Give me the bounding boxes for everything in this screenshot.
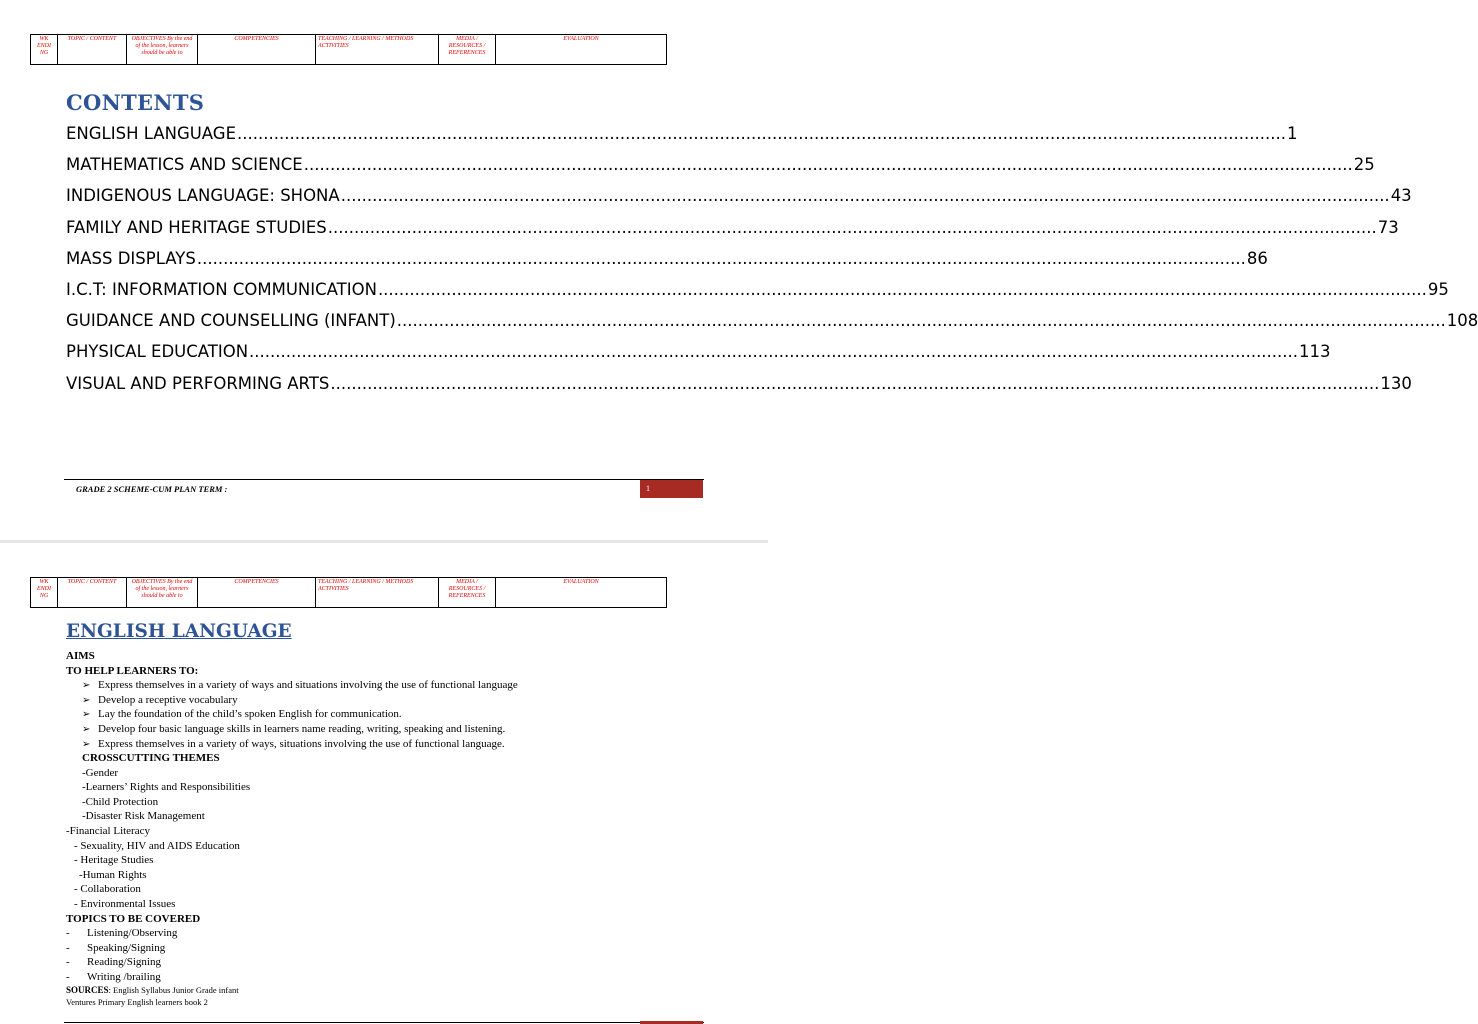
toc-entry[interactable]: [66, 180, 1412, 211]
list-item: [66, 926, 177, 941]
toc-entry[interactable]: [66, 118, 1298, 149]
toc-entry-page: 95: [1427, 279, 1449, 299]
footer-text: GRADE 2 SCHEME-CUM PLAN TERM :: [76, 484, 228, 494]
crosscutting-heading: CROSSCUTTING THEMES: [82, 752, 220, 764]
sources-block: [66, 984, 239, 1008]
topic-text: Speaking/Signing: [87, 941, 166, 954]
themes-list: [66, 766, 250, 912]
aim-text: Express themselves in a variety of ways and situations involving the use of functional language: [98, 679, 518, 692]
header-cell-media: MEDIA / RESOURCES / REFERENCES: [439, 35, 496, 65]
header-cell-evaluation: EVALUATION: [496, 35, 667, 65]
toc-entry-page: 108: [1446, 311, 1478, 331]
topics-heading: TOPICS TO BE COVERED: [66, 912, 201, 925]
dash-bullet-icon: -: [66, 970, 70, 983]
scheme-header-table: [30, 577, 667, 608]
header-cell-week: WK ENDI NG: [31, 578, 58, 608]
aim-text: Express themselves in a variety of ways, situations involving the use of functional language.: [98, 737, 505, 750]
toc-entry-label: MASS DISPLAYS: [66, 248, 196, 268]
header-cell-evaluation: EVALUATION: [496, 578, 667, 608]
arrow-bullet-icon: ➢: [82, 738, 91, 750]
header-cell-methods: TEACHING / LEARNING / METHODS ACTIVITIES: [316, 578, 439, 608]
header-cell-topic: TOPIC / CONTENT: [58, 578, 127, 608]
header-cell-media: MEDIA / RESOURCES / REFERENCES: [439, 578, 496, 608]
list-item: -Gender: [82, 766, 119, 779]
toc-entry-label: VISUAL AND PERFORMING ARTS: [66, 373, 330, 393]
toc-entry[interactable]: [66, 336, 1331, 367]
topic-text: Listening/Observing: [87, 927, 178, 940]
aim-text: Develop a receptive vocabulary: [98, 693, 238, 706]
sources-line-1: : English Syllabus Junior Grade infant: [108, 984, 239, 995]
list-item: [82, 737, 518, 752]
toc-leader-dots: ........................................................................................................................................................................................................: [340, 186, 1390, 206]
toc-entry-page: 113: [1299, 342, 1331, 362]
footer-page-number: 1: [640, 480, 703, 498]
toc-entry-page: 43: [1390, 186, 1412, 206]
header-cell-objectives: OBJECTIVES By the end of the lesson, learners should be able to: [127, 578, 198, 608]
header-cell-objectives: OBJECTIVES By the end of the lesson, learners should be able to: [127, 35, 198, 65]
toc-leader-dots: ........................................................................................................................................................................................................: [237, 124, 1286, 143]
arrow-bullet-icon: ➢: [82, 680, 91, 692]
toc-entry[interactable]: [66, 368, 1412, 399]
header-cell-methods: TEACHING / LEARNING / METHODS ACTIVITIES: [316, 35, 439, 65]
list-item: -Financial Literacy: [66, 824, 150, 837]
list-item: [82, 722, 518, 737]
list-item: [66, 970, 177, 985]
toc-entry-page: 25: [1353, 155, 1375, 175]
list-item: -Learners’ Rights and Responsibilities: [82, 781, 251, 794]
aim-text: Develop four basic language skills in learners name reading, writing, speaking and listening.: [98, 722, 506, 735]
toc-entry[interactable]: [66, 305, 1478, 336]
footer-rule: [64, 1022, 704, 1023]
toc-entry-label: FAMILY AND HERITAGE STUDIES: [66, 217, 327, 237]
toc-entry-label: I.C.T: INFORMATION COMMUNICATION: [66, 279, 377, 299]
dash-bullet-icon: -: [66, 927, 70, 940]
arrow-bullet-icon: ➢: [82, 709, 91, 721]
footer-rule: [64, 479, 704, 480]
list-item: -Human Rights: [79, 868, 147, 881]
list-item: - Sexuality, HIV and AIDS Education: [74, 839, 240, 852]
aim-text: Lay the foundation of the child’s spoken English for communication.: [98, 708, 402, 721]
dash-bullet-icon: -: [66, 956, 70, 969]
list-item: - Environmental Issues: [74, 897, 176, 910]
header-cell-week: WK ENDI NG: [31, 35, 58, 65]
table-of-contents: [66, 118, 1478, 399]
toc-entry-page: 73: [1377, 217, 1399, 237]
toc-leader-dots: ........................................................................................................................................................................................................: [303, 155, 1353, 175]
toc-entry-page: 1: [1287, 124, 1298, 143]
list-item: [66, 955, 177, 970]
section-title: ENGLISH LANGUAGE: [66, 621, 292, 642]
toc-entry-page: 130: [1380, 373, 1412, 393]
list-item: [82, 678, 518, 693]
sources-line-2: Ventures Primary English learners book 2: [66, 996, 208, 1007]
arrow-bullet-icon: ➢: [82, 723, 91, 735]
sources-label: SOURCES: [66, 984, 109, 995]
toc-leader-dots: ........................................................................................................................................................................................................: [327, 217, 1377, 237]
toc-entry-label: PHYSICAL EDUCATION: [66, 342, 249, 362]
toc-entry[interactable]: [66, 243, 1268, 274]
toc-leader-dots: ........................................................................................................................................................................................................: [330, 373, 1380, 393]
header-cell-competencies: COMPETENCIES: [198, 578, 316, 608]
list-item: -Child Protection: [82, 795, 159, 808]
list-item: - Collaboration: [74, 883, 141, 896]
toc-entry[interactable]: [66, 149, 1375, 180]
toc-leader-dots: ........................................................................................................................................................................................................: [377, 279, 1427, 299]
toc-entry-label: ENGLISH LANGUAGE: [66, 124, 237, 143]
toc-entry-label: MATHEMATICS AND SCIENCE: [66, 155, 303, 175]
list-item: [66, 941, 177, 956]
toc-entry-label: INDIGENOUS LANGUAGE: SHONA: [66, 186, 340, 206]
toc-leader-dots: ........................................................................................................................................................................................................: [396, 311, 1446, 331]
toc-leader-dots: ........................................................................................................................................................................................................: [196, 248, 1246, 268]
topic-text: Writing /brailing: [87, 970, 161, 983]
list-item: [82, 693, 518, 708]
list-item: - Heritage Studies: [74, 854, 154, 867]
toc-leader-dots: ........................................................................................................................................................................................................: [249, 342, 1299, 362]
header-cell-competencies: COMPETENCIES: [198, 35, 316, 65]
header-cell-topic: TOPIC / CONTENT: [58, 35, 127, 65]
toc-entry-page: 86: [1246, 248, 1268, 268]
contents-title: CONTENTS: [66, 90, 205, 115]
page-english-language: [0, 543, 768, 1024]
aims-list: [82, 678, 518, 751]
dash-bullet-icon: -: [66, 941, 70, 954]
arrow-bullet-icon: ➢: [82, 694, 91, 706]
toc-entry-label: GUIDANCE AND COUNSELLING (INFANT): [66, 311, 396, 331]
list-item: [82, 707, 518, 722]
list-item: -Disaster Risk Management: [82, 810, 205, 823]
aims-heading: AIMS: [66, 650, 95, 662]
help-heading: TO HELP LEARNERS TO:: [66, 664, 199, 677]
topic-text: Reading/Signing: [87, 956, 161, 969]
toc-entry[interactable]: [66, 212, 1399, 243]
scheme-header-table: [30, 34, 667, 65]
topics-list: [66, 926, 177, 984]
toc-entry[interactable]: [66, 274, 1449, 305]
